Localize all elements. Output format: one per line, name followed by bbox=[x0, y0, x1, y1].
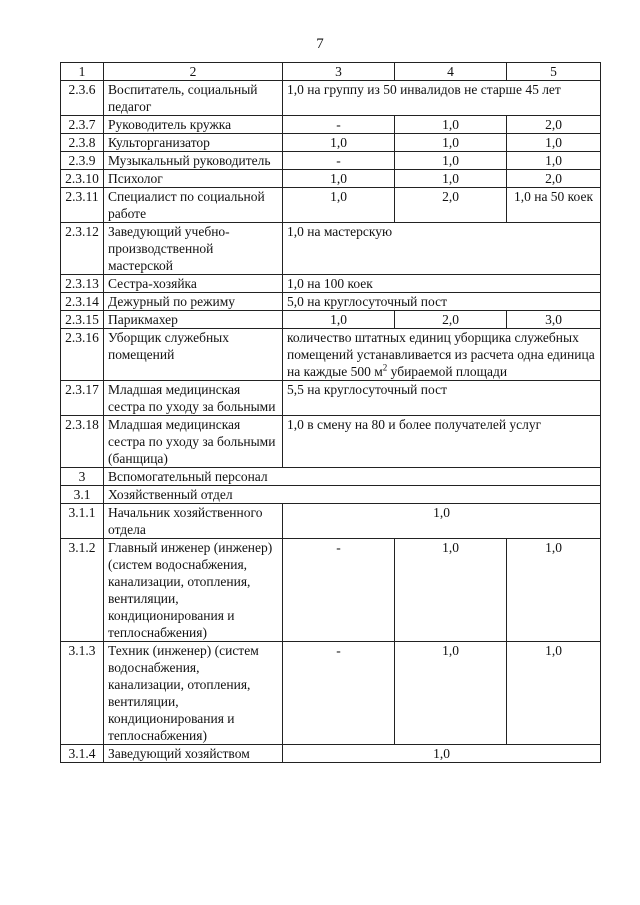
position-name: Младшая медицинская сестра по уходу за больными bbox=[104, 381, 283, 416]
section-title: Вспомогательный персонал bbox=[104, 468, 601, 486]
row-number: 2.3.8 bbox=[61, 134, 104, 152]
norm-cell-merged bbox=[283, 381, 601, 416]
position-name: Начальник хозяйственного отдела bbox=[104, 504, 283, 539]
row-number: 3.1.3 bbox=[61, 642, 104, 745]
table-row bbox=[61, 116, 601, 134]
norm-cell-merged: 1,0 bbox=[283, 745, 601, 763]
norm-cell-merged bbox=[283, 81, 601, 116]
header-cell: 5 bbox=[507, 63, 601, 81]
norm-cell-col4: 2,0 bbox=[395, 188, 507, 223]
norm-text: 5,0 на круглосуточный пост bbox=[287, 294, 447, 309]
section-row bbox=[61, 468, 601, 486]
norm-cell-col5: 3,0 bbox=[507, 311, 601, 329]
position-name: Заведующий хозяйством bbox=[104, 745, 283, 763]
norm-text: 5,5 на круглосуточный пост bbox=[287, 382, 447, 397]
norm-cell-merged bbox=[283, 223, 601, 275]
row-number: 3.1.1 bbox=[61, 504, 104, 539]
row-number: 2.3.7 bbox=[61, 116, 104, 134]
norm-cell-col4: 1,0 bbox=[395, 134, 507, 152]
norm-text: 1,0 на группу из 50 инвалидов не старше 45 лет bbox=[287, 82, 561, 97]
table-row bbox=[61, 81, 601, 116]
table-row bbox=[61, 642, 601, 745]
norm-cell-col5: 1,0 bbox=[507, 539, 601, 642]
norm-cell-col3: - bbox=[283, 152, 395, 170]
norm-text: количество штатных единиц уборщика служебных помещений устанавливается из расчета одна единица на каждые 500 м bbox=[287, 330, 595, 379]
row-number: 2.3.14 bbox=[61, 293, 104, 311]
row-number: 2.3.6 bbox=[61, 81, 104, 116]
position-name: Техник (инженер) (систем водоснабжения, канализации, отопления, вентиляции, кондиционирования и теплоснабжения) bbox=[104, 642, 283, 745]
norm-text: 1,0 на мастерскую bbox=[287, 224, 393, 239]
norm-cell-col3: 1,0 bbox=[283, 311, 395, 329]
norm-text-tail: убираемой площади bbox=[387, 364, 508, 379]
norm-cell-col5: 2,0 bbox=[507, 170, 601, 188]
row-number: 2.3.18 bbox=[61, 416, 104, 468]
table-row bbox=[61, 293, 601, 311]
header-cell: 3 bbox=[283, 63, 395, 81]
table-row bbox=[61, 223, 601, 275]
row-number: 2.3.10 bbox=[61, 170, 104, 188]
norm-cell-col5: 1,0 bbox=[507, 642, 601, 745]
norm-cell-col4: 1,0 bbox=[395, 539, 507, 642]
row-number: 3.1 bbox=[61, 486, 104, 504]
norm-cell-col3: - bbox=[283, 539, 395, 642]
position-name: Парикмахер bbox=[104, 311, 283, 329]
table-row bbox=[61, 170, 601, 188]
position-name: Воспитатель, социальный педагог bbox=[104, 81, 283, 116]
norm-cell-col4: 2,0 bbox=[395, 311, 507, 329]
norm-cell-col3: - bbox=[283, 642, 395, 745]
row-number: 2.3.11 bbox=[61, 188, 104, 223]
norm-cell-col5: 1,0 на 50 коек bbox=[507, 188, 601, 223]
section-title: Хозяйственный отдел bbox=[104, 486, 601, 504]
position-name: Специалист по социальной работе bbox=[104, 188, 283, 223]
position-name: Уборщик служебных помещений bbox=[104, 329, 283, 381]
norm-cell-col4: 1,0 bbox=[395, 152, 507, 170]
table-row bbox=[61, 275, 601, 293]
table-row bbox=[61, 188, 601, 223]
norm-text: 1,0 на 100 коек bbox=[287, 276, 373, 291]
position-name: Заведующий учебно-производственной мастерской bbox=[104, 223, 283, 275]
table-row bbox=[61, 134, 601, 152]
norm-cell-col4: 1,0 bbox=[395, 116, 507, 134]
position-name: Сестра-хозяйка bbox=[104, 275, 283, 293]
row-number: 2.3.15 bbox=[61, 311, 104, 329]
position-name: Культорганизатор bbox=[104, 134, 283, 152]
section-row bbox=[61, 486, 601, 504]
row-number: 3.1.4 bbox=[61, 745, 104, 763]
row-number: 2.3.9 bbox=[61, 152, 104, 170]
header-row bbox=[61, 63, 601, 81]
position-name: Музыкальный руководитель bbox=[104, 152, 283, 170]
row-number: 3 bbox=[61, 468, 104, 486]
position-name: Дежурный по режиму bbox=[104, 293, 283, 311]
table-row bbox=[61, 329, 601, 381]
position-name: Психолог bbox=[104, 170, 283, 188]
norm-cell-col3: - bbox=[283, 116, 395, 134]
row-number: 3.1.2 bbox=[61, 539, 104, 642]
position-name: Младшая медицинская сестра по уходу за больными (банщица) bbox=[104, 416, 283, 468]
row-number: 2.3.12 bbox=[61, 223, 104, 275]
position-name: Главный инженер (инженер) (систем водоснабжения, канализации, отопления, вентиляции, кондиционирования и теплоснабжения) bbox=[104, 539, 283, 642]
norm-cell-col5: 2,0 bbox=[507, 116, 601, 134]
position-name: Руководитель кружка bbox=[104, 116, 283, 134]
norm-cell-col3: 1,0 bbox=[283, 170, 395, 188]
norm-cell-merged bbox=[283, 329, 601, 381]
norm-cell-col3: 1,0 bbox=[283, 188, 395, 223]
norm-cell-col5: 1,0 bbox=[507, 134, 601, 152]
table-row bbox=[61, 504, 601, 539]
header-cell: 1 bbox=[61, 63, 104, 81]
row-number: 2.3.13 bbox=[61, 275, 104, 293]
page-number: 7 bbox=[316, 36, 324, 52]
table-row bbox=[61, 152, 601, 170]
norm-cell-col4: 1,0 bbox=[395, 642, 507, 745]
norm-superscript: 2 bbox=[382, 362, 388, 373]
row-number: 2.3.16 bbox=[61, 329, 104, 381]
table-row bbox=[61, 311, 601, 329]
row-number: 2.3.17 bbox=[61, 381, 104, 416]
norm-cell-merged bbox=[283, 275, 601, 293]
norm-cell-merged bbox=[283, 416, 601, 468]
norm-cell-col5: 1,0 bbox=[507, 152, 601, 170]
norm-cell-merged: 1,0 bbox=[283, 504, 601, 539]
norm-text: 1,0 в смену на 80 и более получателей услуг bbox=[287, 417, 542, 432]
staffing-table bbox=[60, 62, 601, 763]
header-cell: 2 bbox=[104, 63, 283, 81]
table-row bbox=[61, 745, 601, 763]
norm-cell-col3: 1,0 bbox=[283, 134, 395, 152]
table-row bbox=[61, 416, 601, 468]
table-row bbox=[61, 381, 601, 416]
norm-cell-col4: 1,0 bbox=[395, 170, 507, 188]
norm-cell-merged bbox=[283, 293, 601, 311]
header-cell: 4 bbox=[395, 63, 507, 81]
table-row bbox=[61, 539, 601, 642]
